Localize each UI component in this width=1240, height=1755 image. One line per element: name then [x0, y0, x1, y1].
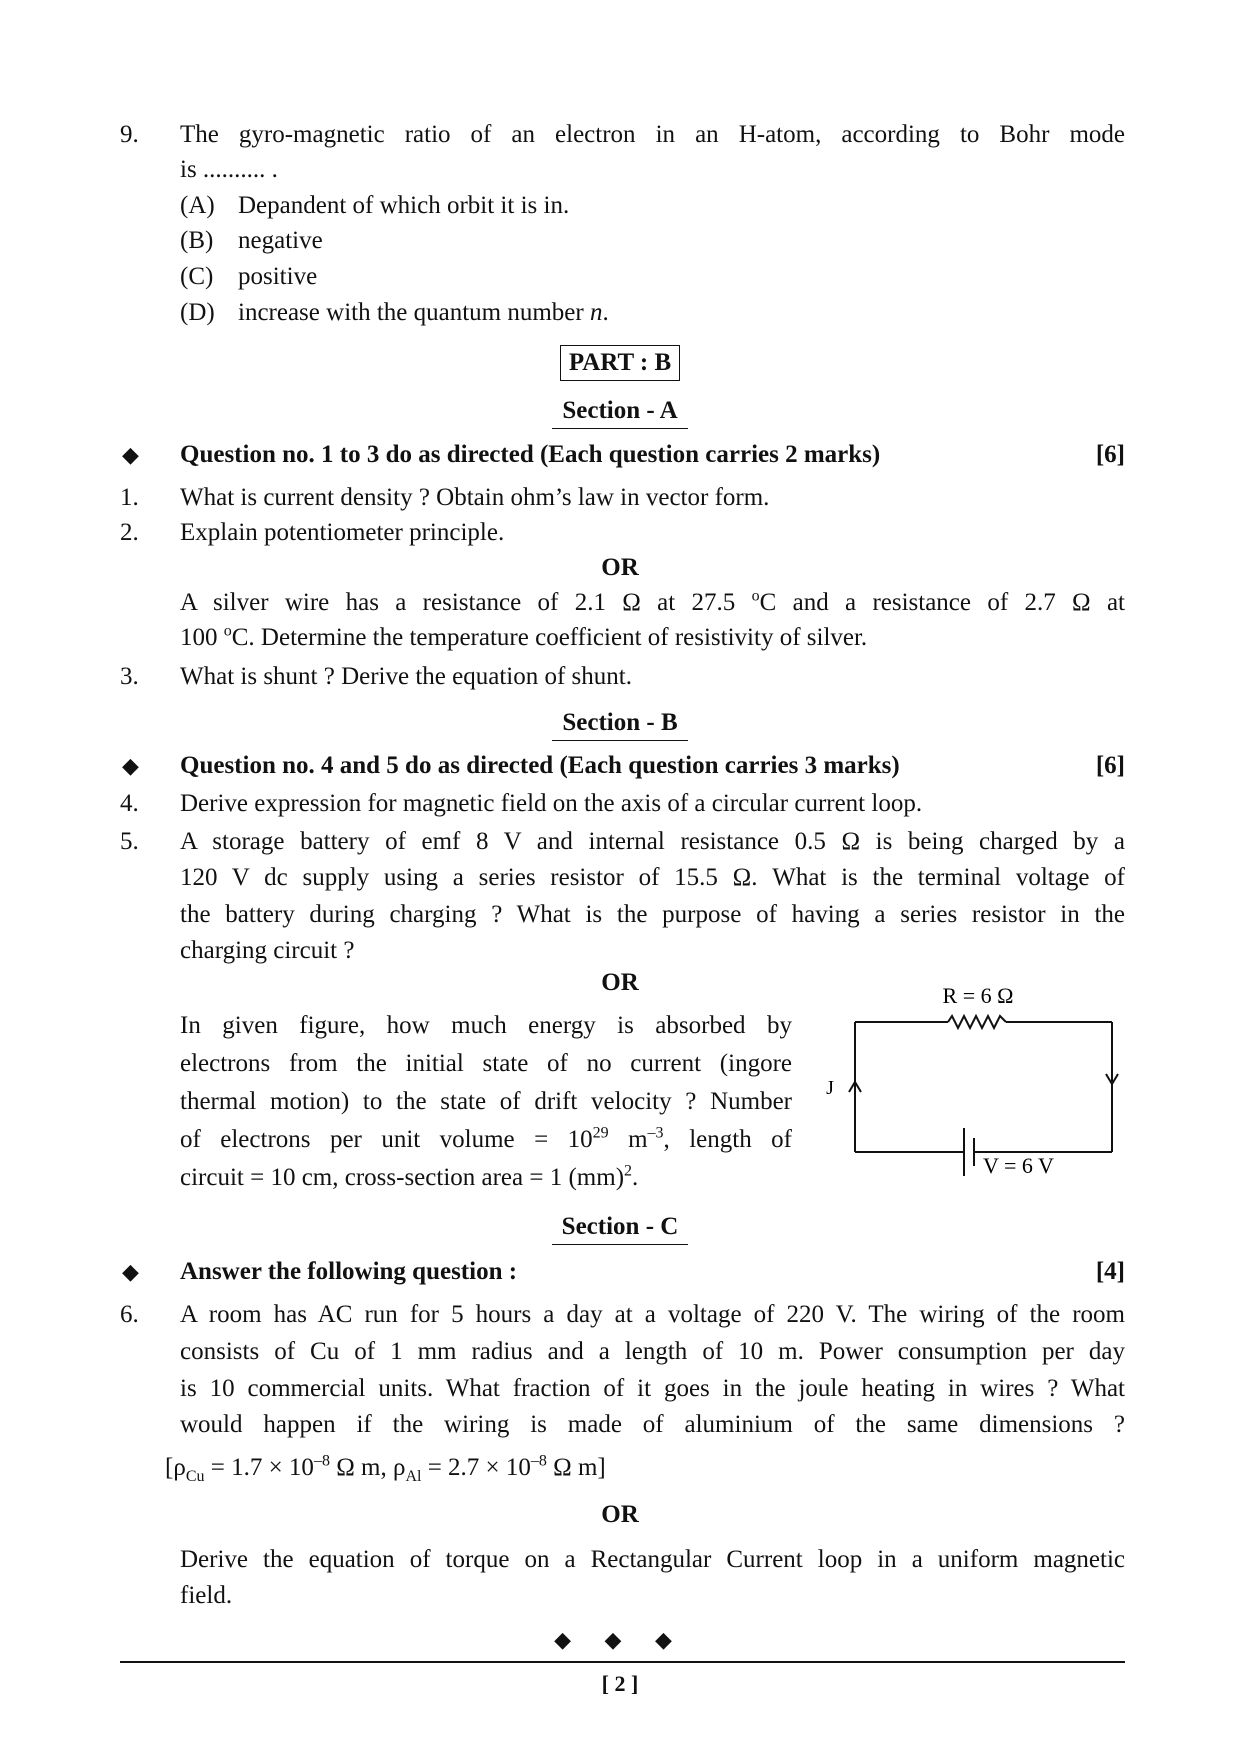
option-c [180, 259, 980, 295]
page-number: [ 2 ] [601, 1671, 639, 1696]
superscript: –8 [313, 1452, 330, 1470]
section-title: Section - C [552, 1210, 689, 1245]
footer-divider [120, 1661, 1125, 1663]
option-a [180, 188, 980, 224]
end-marks: ◆ ◆ ◆ [554, 1627, 686, 1652]
question-text-line: In given figure, how much energy is absorbed by [180, 1012, 792, 1039]
option-text: negative [238, 227, 323, 254]
marks-badge: [6] [1095, 441, 1125, 468]
question-text-line: would happen if the wiring is made of aluminium of the same dimensions ? [180, 1411, 1125, 1438]
battery-label: V = 6 V [983, 1153, 1054, 1178]
question-text-line [180, 1160, 792, 1196]
superscript: o [751, 587, 760, 605]
superscript: –8 [530, 1452, 547, 1470]
diamond-bullet-icon: ◆ [122, 1259, 139, 1284]
superscript: 29 [592, 1124, 609, 1142]
subscript: Al [405, 1468, 422, 1485]
question-9 [120, 117, 1125, 153]
section-c-heading [0, 1209, 1240, 1245]
part-title-wrap [0, 345, 1240, 381]
or-divider: OR [601, 969, 639, 996]
option-end: . [602, 299, 609, 326]
section-title: Section - B [552, 706, 687, 741]
question-text-line: the battery during charging ? What is the purpose of having a series resistor in the [180, 901, 1125, 928]
superscript: o [223, 622, 232, 640]
section-a-directive [120, 437, 1125, 473]
diamond-bullet-icon: ◆ [122, 753, 139, 778]
question-number: 9. [120, 121, 139, 148]
text-part: C. Determine the temperature coefficient of resistivity of silver. [231, 624, 868, 651]
directive-text: Question no. 4 and 5 do as directed (Each question carries 3 marks) [180, 752, 900, 779]
question-5-alt [120, 1008, 792, 1044]
question-6-line [120, 1334, 1125, 1370]
option-label: (C) [180, 263, 214, 290]
question-number: 4. [120, 790, 139, 817]
question-2-alt [120, 585, 1125, 621]
question-text-line: field. [180, 1582, 233, 1609]
question-9-cont [120, 152, 1125, 188]
question-5-line [120, 897, 1125, 933]
question-6 [120, 1297, 1125, 1333]
option-b [180, 223, 980, 259]
question-text-line [180, 620, 1125, 656]
formula-line [165, 1450, 1110, 1486]
option-label: (A) [180, 192, 215, 219]
text-part: . [632, 1164, 639, 1191]
option-text: Depandent of which orbit it is in. [238, 192, 570, 219]
question-number: 1. [120, 484, 139, 511]
option-d [180, 295, 980, 331]
question-text-line: consists of Cu of 1 mm radius and a length of 10 m. Power consumption per day [180, 1338, 1125, 1365]
directive-text: Answer the following question : [180, 1258, 518, 1285]
question-5-line [120, 933, 1125, 969]
question-text: What is current density ? Obtain ohm’s law in vector form. [180, 484, 770, 511]
question-6-formula [120, 1450, 1125, 1486]
marks-badge: [6] [1095, 752, 1125, 779]
question-4 [120, 786, 1125, 822]
marks-badge: [4] [1095, 1258, 1125, 1285]
question-6-line [120, 1371, 1125, 1407]
question-number: 3. [120, 663, 139, 690]
question-text-line: The gyro-magnetic ratio of an electron in an H-atom, according to Bohr mode [180, 121, 1125, 148]
question-text-line: A room has AC run for 5 hours a day at a voltage of 220 V. The wiring of the room [180, 1301, 1125, 1328]
question-5-alt-line [120, 1122, 792, 1158]
section-title: Section - A [552, 394, 687, 429]
question-2 [120, 515, 1125, 551]
question-text: Explain potentiometer principle. [180, 519, 505, 546]
question-text-line: is .......... . [180, 156, 278, 183]
superscript: 2 [624, 1162, 633, 1180]
question-text-line: A storage battery of emf 8 V and internal resistance 0.5 Ω is being charged by a [180, 828, 1125, 855]
part-title: PART : B [560, 345, 680, 381]
option-text: positive [238, 263, 318, 290]
question-6-alt [120, 1542, 1125, 1578]
question-number: 6. [120, 1301, 139, 1328]
option-label: (D) [180, 299, 215, 326]
diamond-bullet-icon: ◆ [122, 442, 139, 467]
question-text-line: electrons from the initial state of no current (ingore [180, 1050, 792, 1077]
question-number: 5. [120, 828, 139, 855]
question-3 [120, 659, 1125, 695]
text-part: [ρ [165, 1454, 186, 1481]
circuit-diagram [820, 980, 1150, 1200]
question-text-line: thermal motion) to the state of drift velocity ? Number [180, 1088, 792, 1115]
option-text: increase with the quantum number [238, 299, 584, 326]
resistor-label: R = 6 Ω [942, 983, 1014, 1008]
section-b-heading [0, 705, 1240, 741]
text-part: m [608, 1126, 648, 1153]
text-part: Ω m, ρ [329, 1454, 406, 1481]
question-5-line [120, 860, 1125, 896]
or-divider: OR [601, 554, 639, 581]
question-text: Derive expression for magnetic field on the axis of a circular current loop. [180, 790, 923, 817]
section-a-heading [0, 393, 1240, 429]
question-5 [120, 824, 1125, 860]
text-part: , length of [663, 1126, 792, 1153]
question-5-alt-line [120, 1084, 792, 1120]
question-text-line: charging circuit ? [180, 937, 355, 964]
subscript: Cu [185, 1468, 205, 1485]
question-text-line [180, 1122, 792, 1158]
option-variable: n [589, 299, 603, 326]
option-label: (B) [180, 227, 214, 254]
text-part: = 2.7 × 10 [421, 1454, 531, 1481]
question-text-line: 120 V dc supply using a series resistor of 15.5 Ω. What is the terminal voltage of [180, 864, 1125, 891]
current-label: J [826, 1077, 834, 1099]
question-text-line [180, 585, 1125, 621]
question-number: 2. [120, 519, 139, 546]
question-text: What is shunt ? Derive the equation of shunt. [180, 663, 632, 690]
question-6-alt-cont [120, 1578, 1125, 1614]
superscript: –3 [647, 1124, 664, 1142]
text-part: circuit = 10 cm, cross-section area = 1 (mm) [180, 1164, 625, 1191]
question-5-alt-line [120, 1046, 792, 1082]
question-5-alt-line [120, 1160, 792, 1196]
question-1 [120, 480, 1125, 516]
text-part: 100 [180, 624, 224, 651]
question-text-line: is 10 commercial units. What fraction of it goes in the joule heating in wires ? What [180, 1375, 1125, 1402]
or-divider: OR [601, 1501, 639, 1528]
text-part: A silver wire has a resistance of 2.1 Ω at 27.5 [180, 589, 752, 616]
section-c-directive [120, 1254, 1125, 1290]
question-6-line [120, 1407, 1125, 1443]
text-part: Ω m] [546, 1454, 606, 1481]
text-part: C and a resistance of 2.7 Ω at [759, 589, 1125, 616]
question-2-alt-cont [120, 620, 1125, 656]
question-text-line: Derive the equation of torque on a Rectangular Current loop in a uniform magnetic [180, 1546, 1125, 1573]
resistor-symbol [948, 1016, 1006, 1028]
directive-text: Question no. 1 to 3 do as directed (Each question carries 2 marks) [180, 441, 881, 468]
text-part: of electrons per unit volume = 10 [180, 1126, 593, 1153]
text-part: = 1.7 × 10 [204, 1454, 314, 1481]
section-b-directive [120, 748, 1125, 784]
